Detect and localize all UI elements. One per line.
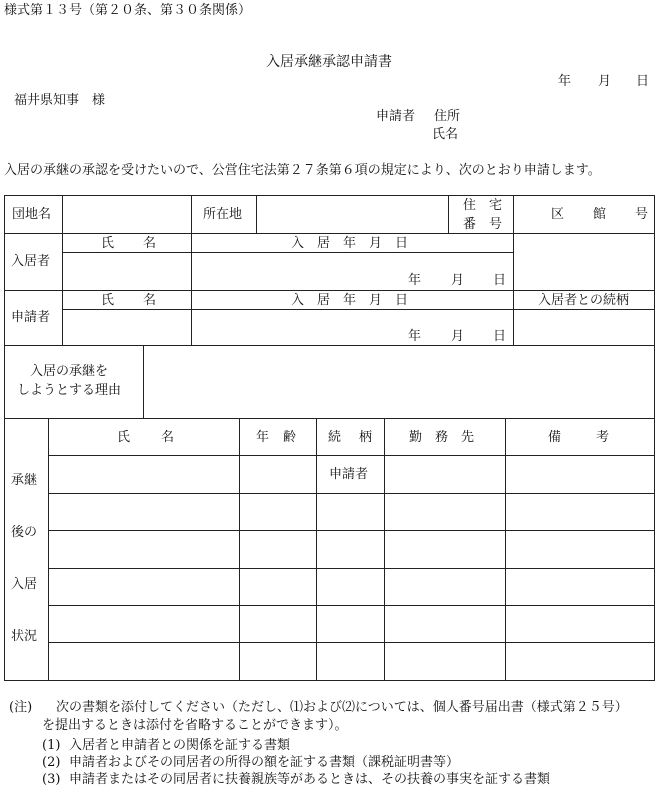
notes-item-num-3: (3): [42, 772, 61, 787]
applicant-label: 申請者: [376, 109, 416, 124]
reason-label-2: しようとする理由: [17, 383, 122, 398]
date-month: 月: [598, 74, 612, 89]
notes-item-text-2: 申請者およびその同居者の所得の額を証する書類（課税証明書等）: [69, 755, 460, 770]
shinseisha-day: 日: [493, 329, 507, 344]
status-col-nen: 年: [256, 430, 270, 445]
status-col-rei: 齢: [283, 430, 297, 445]
page-title: 入居承継承認申請書: [266, 54, 392, 70]
status-side-4: 状況: [11, 629, 38, 644]
jutaku-label-1: 住: [463, 198, 477, 213]
status-col-mei: 名: [161, 430, 175, 445]
status-first-relation: 申請者: [329, 467, 369, 482]
nyukyosha-year: 年: [408, 273, 422, 288]
shozaichi-label: 所在地: [203, 207, 243, 222]
go-label: 号: [635, 207, 649, 222]
kan-label: 館: [593, 207, 607, 222]
bango-label-2: 号: [489, 217, 503, 232]
nyukyosha-label: 入居者: [11, 254, 51, 269]
status-side-2: 後の: [11, 525, 38, 540]
status-col-zoku: 続: [328, 430, 342, 445]
nyukyosha-col-nyukyo-date: 入 居 年 月 日: [291, 236, 409, 251]
reason-label-1: 入居の承継を: [30, 364, 109, 379]
nyukyosha-month: 月: [451, 273, 465, 288]
status-side-3: 入居: [11, 577, 38, 592]
status-col-shi: 氏: [117, 430, 131, 445]
notes-item-num-2: (2): [42, 755, 61, 770]
jutaku-label-2: 宅: [489, 198, 503, 213]
ku-label: 区: [551, 207, 565, 222]
bango-label-1: 番: [463, 217, 477, 232]
shinseisha-col-nyukyo-date: 入 居 年 月 日: [291, 293, 409, 308]
shinseisha-col-mei: 名: [143, 293, 157, 308]
intro-text: 入居の承継の承認を受けたいので、公営住宅法第２７条第６項の規定により、次のとおり申請します。: [4, 163, 601, 178]
shinseisha-label: 申請者: [11, 310, 51, 325]
notes-item-text-1: 入居者と申請者との関係を証する書類: [69, 738, 291, 753]
danchi-label: 団地名: [12, 207, 52, 222]
notes-line-1: 次の書類を添付してください（ただし、⑴および⑵については、個人番号届出書（様式第２５号）: [56, 700, 628, 715]
notes-line-2: を提出するときは添付を省略することができます）。: [42, 718, 348, 733]
notes-item-num-1: (1): [42, 738, 61, 753]
zokugara-label: 入居者との続柄: [538, 293, 630, 308]
nyukyosha-day: 日: [493, 273, 507, 288]
form-number: 様式第１３号（第２０条、第３０条関係）: [4, 3, 252, 18]
status-side-1: 承継: [11, 473, 38, 488]
status-col-kinmusaki: 勤 務 先: [409, 430, 475, 445]
status-col-gara: 柄: [359, 430, 373, 445]
date-day: 日: [636, 74, 650, 89]
notes-item-text-3: 申請者またはその同居者に扶養親族等があるときは、その扶養の事実を証する書類: [69, 772, 551, 787]
shinseisha-year: 年: [408, 329, 422, 344]
nyukyosha-col-mei: 名: [143, 236, 157, 251]
applicant-address-label: 住所: [434, 109, 461, 124]
shinseisha-col-shi: 氏: [101, 293, 115, 308]
date-year: 年: [558, 74, 572, 89]
applicant-name-label: 氏名: [432, 127, 459, 142]
status-col-bi: 備: [548, 430, 562, 445]
shinseisha-month: 月: [451, 329, 465, 344]
addressee: 福井県知事 様: [14, 93, 106, 108]
notes-label: (注): [9, 700, 33, 715]
nyukyosha-col-shi: 氏: [101, 236, 115, 251]
status-col-ko: 考: [596, 430, 610, 445]
